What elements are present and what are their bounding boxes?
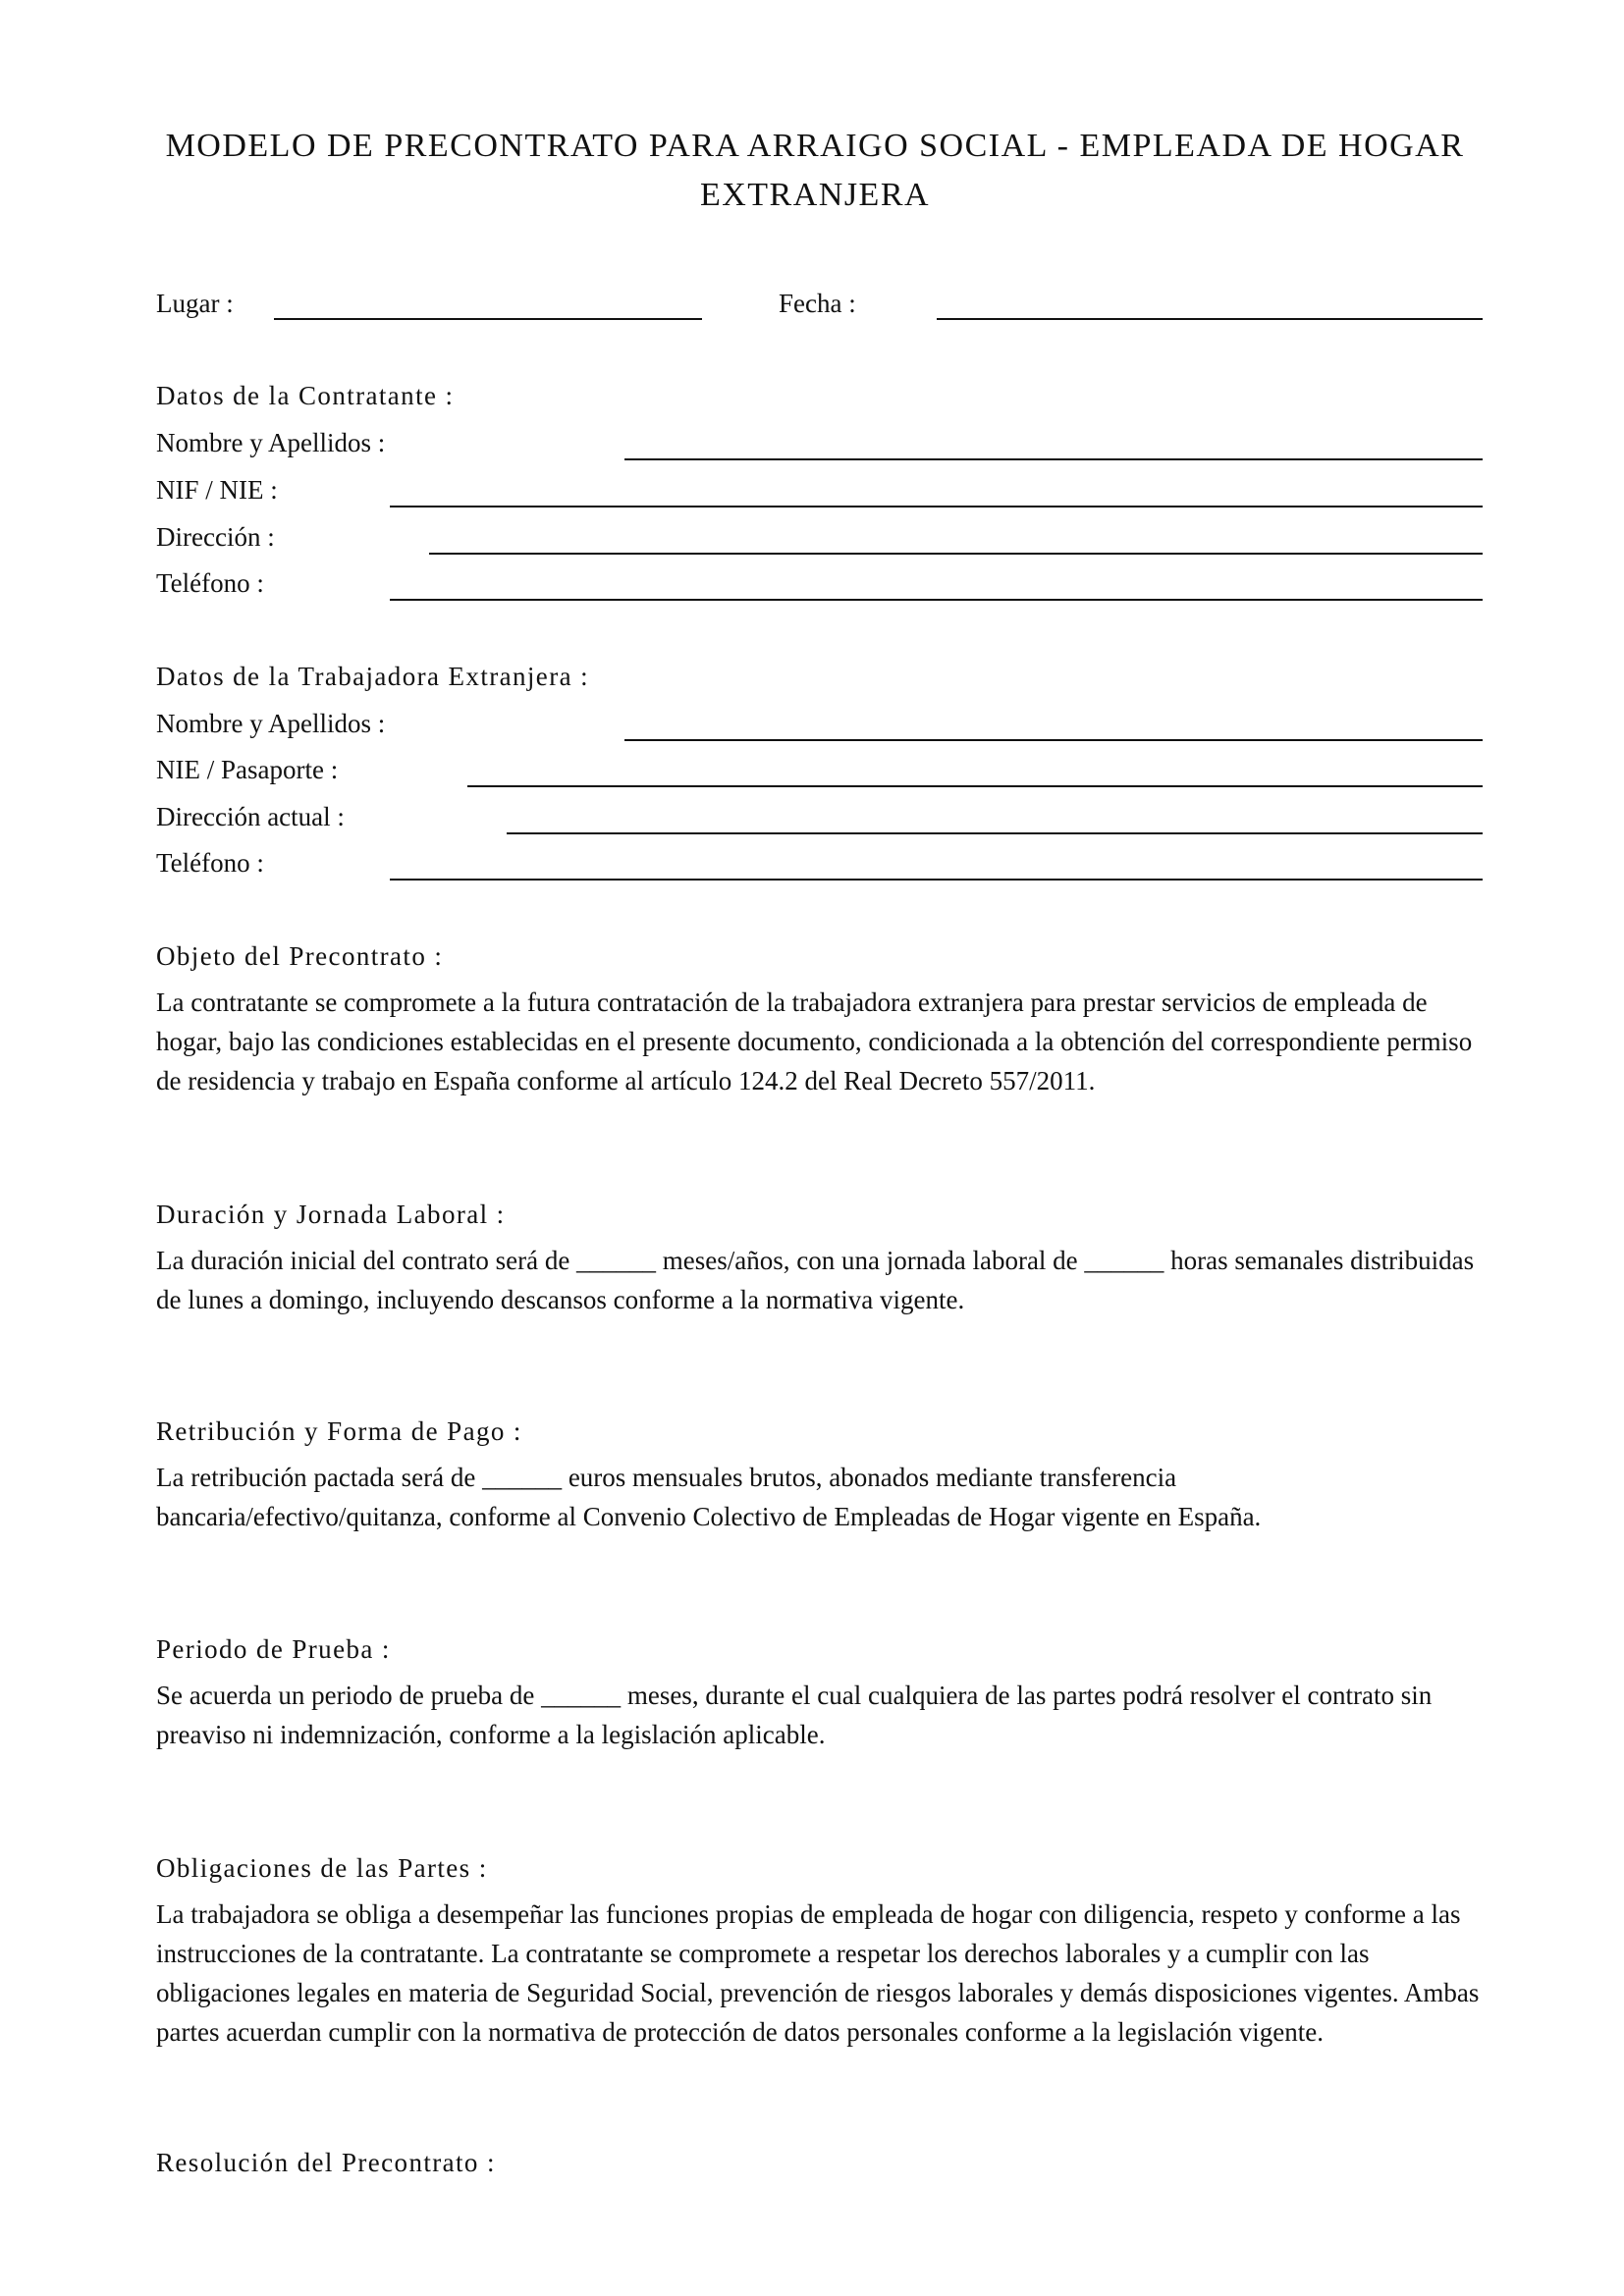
retribucion-line-1: La retribución pactada será de ______ euros mensuales brutos, abonados mediante transferencia: [156, 1463, 1177, 1492]
lugar-label: Lugar :: [156, 289, 234, 318]
lugar-field[interactable]: [274, 318, 702, 320]
trabajadora-nombre-field[interactable]: [624, 739, 1483, 741]
objeto-paragraph: La contratante se compromete a la futura contratación de la trabajadora extranjera para prestar servicios de empleada de hogar, bajo las condiciones establecidas en el presente documento, condicionada a la obtención del correspondiente permiso de residencia y trabajo en España conforme al artículo 124.2 del Real Decreto 557/2011.: [156, 988, 1473, 1095]
trabajadora-direccion-label: Dirección actual :: [156, 802, 345, 831]
contratante-nombre-field[interactable]: [624, 458, 1483, 460]
contratante-direccion-field[interactable]: [429, 553, 1483, 555]
retribucion-line-2: bancaria/efectivo/quitanza, conforme al Convenio Colectivo de Empleadas de Hogar vigente en España.: [156, 1502, 1262, 1531]
title-line-2: EXTRANJERA: [699, 177, 931, 213]
contratante-heading: Datos de la Contratante :: [156, 381, 455, 410]
trabajadora-nombre-label: Nombre y Apellidos :: [156, 709, 386, 738]
trabajadora-telefono-label: Teléfono :: [156, 848, 264, 878]
contratante-nombre-label: Nombre y Apellidos :: [156, 428, 386, 457]
objeto-heading: Objeto del Precontrato :: [156, 941, 444, 971]
duracion-paragraph: La duración inicial del contrato será de ______ meses/años, con una jornada laboral de ______ horas semanales distribuidas de lunes a domingo, incluyendo descansos conforme a la normativa vigente.: [156, 1246, 1475, 1314]
fecha-field[interactable]: [937, 318, 1483, 320]
prueba-paragraph: Se acuerda un periodo de prueba de ______ meses, durante el cual cualquiera de las partes podrá resolver el contrato sin preaviso ni indemnización, conforme a la legislación aplicable.: [156, 1681, 1433, 1749]
contratante-direccion-label: Dirección :: [156, 522, 275, 552]
trabajadora-telefono-field[interactable]: [390, 879, 1483, 881]
retribucion-heading: Retribución y Forma de Pago :: [156, 1416, 522, 1446]
fecha-label: Fecha :: [779, 289, 856, 318]
contratante-telefono-field[interactable]: [390, 599, 1483, 601]
title-line-1: MODELO DE PRECONTRATO PARA ARRAIGO SOCIAL - EMPLEADA DE HOGAR: [165, 128, 1465, 164]
contratante-telefono-label: Teléfono :: [156, 568, 264, 598]
resolucion-heading: Resolución del Precontrato :: [156, 2148, 496, 2177]
retribucion-paragraph: [156, 1458, 1491, 1536]
trabajadora-nie-label: NIE / Pasaporte :: [156, 755, 339, 784]
prueba-heading: Periodo de Prueba :: [156, 1634, 391, 1664]
document-title: [147, 122, 1483, 220]
contratante-nif-label: NIF / NIE :: [156, 475, 278, 505]
trabajadora-heading: Datos de la Trabajadora Extranjera :: [156, 662, 590, 691]
trabajadora-nie-field[interactable]: [467, 785, 1483, 787]
obligaciones-heading: Obligaciones de las Partes :: [156, 1853, 488, 1883]
duracion-heading: Duración y Jornada Laboral :: [156, 1200, 506, 1229]
contratante-nif-field[interactable]: [390, 506, 1483, 507]
obligaciones-paragraph: La trabajadora se obliga a desempeñar las funciones propias de empleada de hogar con diligencia, respeto y conforme a las instrucciones de la contratante. La contratante se compromete a respetar los derechos laborales y a cumplir con las obligaciones legales en materia de Seguridad Social, prevención de riesgos laborales y demás disposiciones vigentes. Ambas partes acuerdan cumplir con la normativa de protección de datos personales conforme a la legislación vigente.: [156, 1899, 1480, 2047]
trabajadora-direccion-field[interactable]: [507, 832, 1483, 834]
